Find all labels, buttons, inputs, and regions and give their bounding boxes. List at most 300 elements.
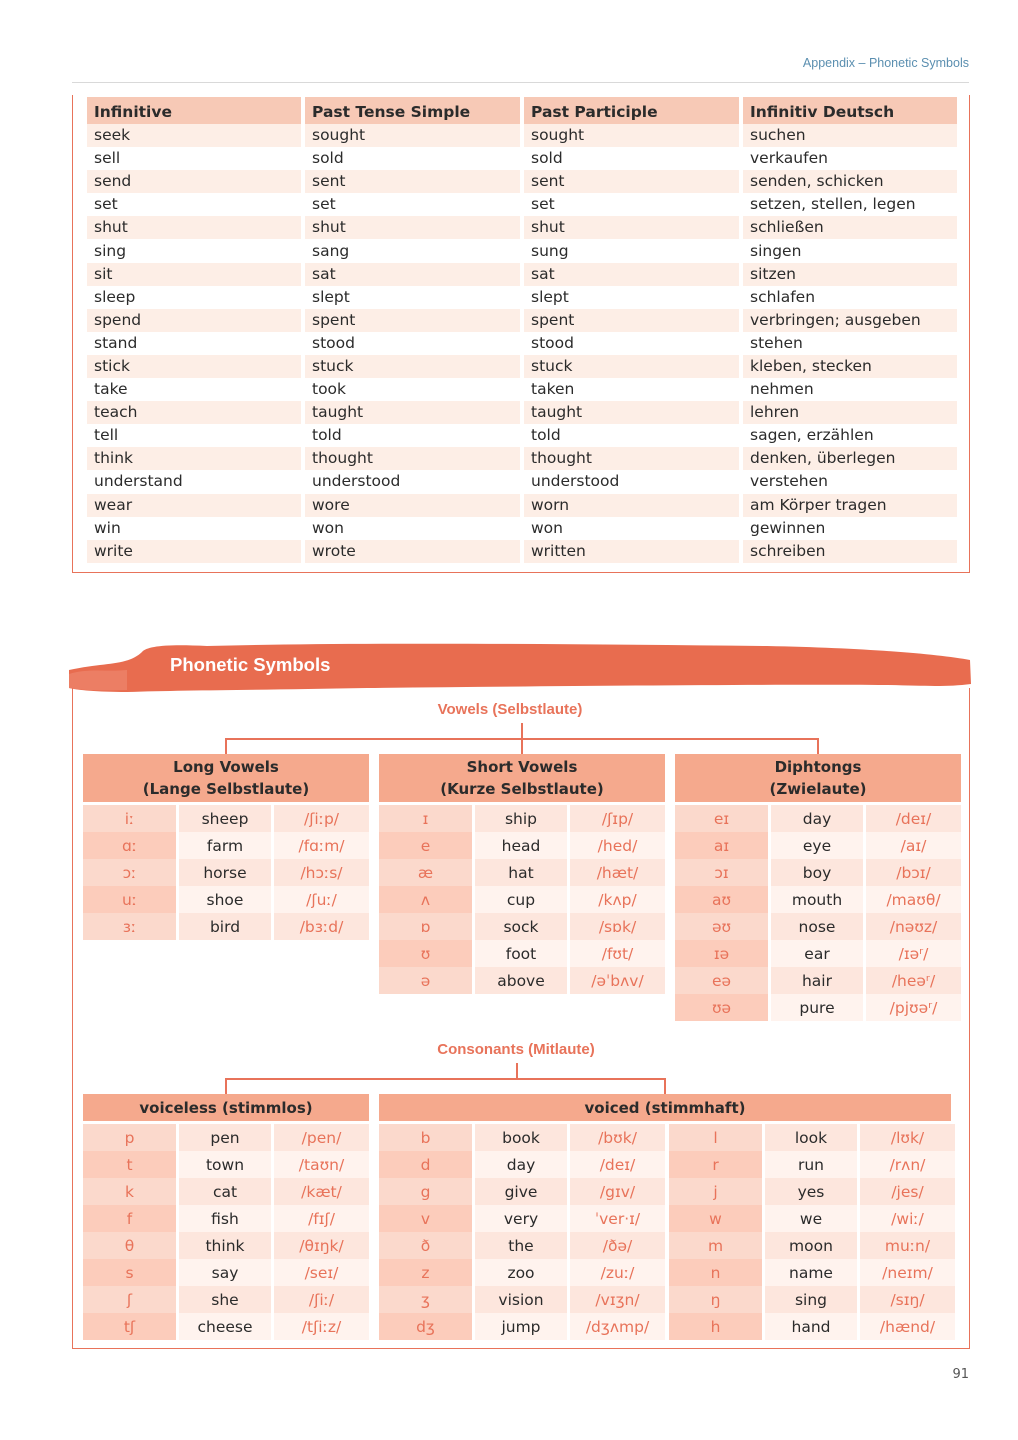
symbol-row bbox=[379, 1178, 665, 1205]
example-word: say bbox=[179, 1259, 271, 1286]
transcription: /deɪ/ bbox=[570, 1151, 665, 1178]
example-word: run bbox=[765, 1151, 857, 1178]
connector bbox=[225, 1078, 227, 1094]
table-cell: shut bbox=[305, 216, 520, 239]
transcription: /hænd/ bbox=[860, 1313, 955, 1340]
transcription: /tʃiːz/ bbox=[274, 1313, 369, 1340]
transcription: /fʊt/ bbox=[570, 940, 665, 967]
table-cell: won bbox=[305, 517, 520, 540]
transcription: /əˈbʌv/ bbox=[570, 967, 665, 994]
symbol-row bbox=[83, 1124, 369, 1151]
table-cell: won bbox=[524, 517, 739, 540]
phonetic-symbol: m bbox=[669, 1232, 762, 1259]
voiceless-table bbox=[83, 1094, 369, 1340]
table-cell: sold bbox=[305, 147, 520, 170]
transcription: /dʒʌmp/ bbox=[570, 1313, 665, 1340]
table-heading: Short Vowels (Kurze Selbstlaute) bbox=[379, 754, 665, 802]
example-word: cup bbox=[475, 886, 567, 913]
table-cell: schließen bbox=[743, 216, 957, 239]
symbol-row bbox=[379, 1124, 665, 1151]
vowels-label: Vowels (Selbstlaute) bbox=[437, 701, 583, 718]
symbol-row bbox=[83, 913, 369, 940]
table-cell: senden, schicken bbox=[743, 170, 957, 193]
example-word: horse bbox=[179, 859, 271, 886]
example-word: very bbox=[475, 1205, 567, 1232]
phonetic-symbol: ɜː bbox=[83, 913, 176, 940]
table-cell: nehmen bbox=[743, 378, 957, 401]
transcription: /kæt/ bbox=[274, 1178, 369, 1205]
table-cell: lehren bbox=[743, 401, 957, 424]
phonetic-symbol: ə bbox=[379, 967, 472, 994]
transcription: /kʌp/ bbox=[570, 886, 665, 913]
transcription: /hæt/ bbox=[570, 859, 665, 886]
example-word: day bbox=[771, 805, 863, 832]
table-row bbox=[87, 424, 957, 447]
phonetic-symbol: h bbox=[669, 1313, 762, 1340]
table-cell: set bbox=[524, 193, 739, 216]
symbol-row bbox=[83, 1259, 369, 1286]
table-row bbox=[87, 470, 957, 493]
table-heading: voiced (stimmhaft) bbox=[379, 1094, 951, 1121]
table-row bbox=[87, 193, 957, 216]
transcription: /sɒk/ bbox=[570, 913, 665, 940]
transcription: /deɪ/ bbox=[866, 805, 961, 832]
example-word: hat bbox=[475, 859, 567, 886]
symbol-row bbox=[379, 805, 665, 832]
phonetic-symbol: p bbox=[83, 1124, 176, 1151]
example-word: we bbox=[765, 1205, 857, 1232]
short-vowels-table bbox=[379, 754, 665, 994]
transcription: /wiː/ bbox=[860, 1205, 955, 1232]
phonetic-symbol: aɪ bbox=[675, 832, 768, 859]
table-cell: think bbox=[87, 447, 301, 470]
symbol-row bbox=[379, 1286, 665, 1313]
symbol-row bbox=[83, 1232, 369, 1259]
phonetic-symbol: v bbox=[379, 1205, 472, 1232]
phonetic-symbol: ŋ bbox=[669, 1286, 762, 1313]
transcription: /maʊθ/ bbox=[866, 886, 961, 913]
symbol-row bbox=[669, 1313, 955, 1340]
transcription: /lʊk/ bbox=[860, 1124, 955, 1151]
transcription: /taʊn/ bbox=[274, 1151, 369, 1178]
transcription: /ʃiː/ bbox=[274, 1286, 369, 1313]
symbol-row bbox=[669, 1232, 955, 1259]
transcription: /bɔɪ/ bbox=[866, 859, 961, 886]
phonetic-symbol: s bbox=[83, 1259, 176, 1286]
running-header: Appendix – Phonetic Symbols bbox=[802, 56, 969, 70]
column-header: Past Participle bbox=[524, 97, 739, 124]
table-cell: tell bbox=[87, 424, 301, 447]
phonetic-symbol: eɪ bbox=[675, 805, 768, 832]
example-word: she bbox=[179, 1286, 271, 1313]
transcription: /aɪ/ bbox=[866, 832, 961, 859]
phonetic-symbol: ɪ bbox=[379, 805, 472, 832]
connector bbox=[664, 1078, 666, 1094]
phonetic-symbol: ʊə bbox=[675, 994, 768, 1021]
phonetic-symbol: w bbox=[669, 1205, 762, 1232]
table-cell: sold bbox=[524, 147, 739, 170]
table-cell: send bbox=[87, 170, 301, 193]
symbol-row bbox=[83, 832, 369, 859]
symbol-row bbox=[669, 1286, 955, 1313]
column-header: Infinitive bbox=[87, 97, 301, 124]
transcription: /seɪ/ bbox=[274, 1259, 369, 1286]
phonetic-symbol: n bbox=[669, 1259, 762, 1286]
symbol-row bbox=[669, 1259, 955, 1286]
phonetic-symbol: ʃ bbox=[83, 1286, 176, 1313]
example-word: hair bbox=[771, 967, 863, 994]
transcription: /fɑːm/ bbox=[274, 832, 369, 859]
symbol-row bbox=[379, 913, 665, 940]
transcription: /ðə/ bbox=[570, 1232, 665, 1259]
phonetic-symbol: tʃ bbox=[83, 1313, 176, 1340]
symbol-row bbox=[83, 1205, 369, 1232]
table-cell: stood bbox=[305, 332, 520, 355]
phonetic-symbol: d bbox=[379, 1151, 472, 1178]
example-word: cat bbox=[179, 1178, 271, 1205]
example-word: pure bbox=[771, 994, 863, 1021]
voiced-table bbox=[379, 1094, 951, 1340]
transcription: ˈver·ɪ/ bbox=[570, 1205, 665, 1232]
example-word: sing bbox=[765, 1286, 857, 1313]
table-cell: understand bbox=[87, 470, 301, 493]
transcription: /fɪʃ/ bbox=[274, 1205, 369, 1232]
symbol-row bbox=[669, 1124, 955, 1151]
symbol-row bbox=[83, 1151, 369, 1178]
table-heading: voiceless (stimmlos) bbox=[83, 1094, 369, 1121]
phonetic-symbol: θ bbox=[83, 1232, 176, 1259]
table-cell: sitzen bbox=[743, 263, 957, 286]
phonetic-symbol: e bbox=[379, 832, 472, 859]
example-word: head bbox=[475, 832, 567, 859]
table-cell: singen bbox=[743, 239, 957, 262]
table-row bbox=[87, 263, 957, 286]
long-vowels-table bbox=[83, 754, 369, 940]
phonetic-symbol: iː bbox=[83, 805, 176, 832]
transcription: /bɜːd/ bbox=[274, 913, 369, 940]
symbol-row bbox=[675, 832, 961, 859]
example-word: cheese bbox=[179, 1313, 271, 1340]
table-cell: write bbox=[87, 540, 301, 563]
table-cell: stood bbox=[524, 332, 739, 355]
page-number: 91 bbox=[952, 1367, 969, 1382]
table-cell: sleep bbox=[87, 286, 301, 309]
transcription: /zuː/ bbox=[570, 1259, 665, 1286]
example-word: ship bbox=[475, 805, 567, 832]
table-row bbox=[87, 309, 957, 332]
table-row bbox=[87, 286, 957, 309]
symbol-row bbox=[83, 886, 369, 913]
table-cell: taught bbox=[305, 401, 520, 424]
phonetic-symbol: g bbox=[379, 1178, 472, 1205]
example-word: nose bbox=[771, 913, 863, 940]
phonetic-symbol: ɒ bbox=[379, 913, 472, 940]
symbol-row bbox=[379, 967, 665, 994]
example-word: think bbox=[179, 1232, 271, 1259]
table-cell: kleben, stecken bbox=[743, 355, 957, 378]
transcription: /sɪŋ/ bbox=[860, 1286, 955, 1313]
example-word: zoo bbox=[475, 1259, 567, 1286]
transcription: /hɔːs/ bbox=[274, 859, 369, 886]
phonetic-symbol: b bbox=[379, 1124, 472, 1151]
example-word: hand bbox=[765, 1313, 857, 1340]
section-title: Phonetic Symbols bbox=[170, 654, 331, 675]
example-word: look bbox=[765, 1124, 857, 1151]
example-word: above bbox=[475, 967, 567, 994]
example-word: foot bbox=[475, 940, 567, 967]
table-cell: spend bbox=[87, 309, 301, 332]
symbol-row bbox=[83, 1286, 369, 1313]
table-row bbox=[87, 378, 957, 401]
transcription: /jes/ bbox=[860, 1178, 955, 1205]
table-row bbox=[87, 147, 957, 170]
table-cell: verstehen bbox=[743, 470, 957, 493]
table-cell: sit bbox=[87, 263, 301, 286]
connector bbox=[521, 723, 523, 739]
symbol-row bbox=[675, 886, 961, 913]
example-word: ear bbox=[771, 940, 863, 967]
phonetic-symbol: f bbox=[83, 1205, 176, 1232]
symbol-row bbox=[379, 940, 665, 967]
table-cell: took bbox=[305, 378, 520, 401]
symbol-row bbox=[83, 859, 369, 886]
example-word: day bbox=[475, 1151, 567, 1178]
column-header: Past Tense Simple bbox=[305, 97, 520, 124]
table-cell: stuck bbox=[524, 355, 739, 378]
connector bbox=[521, 738, 523, 754]
symbol-row bbox=[669, 1205, 955, 1232]
symbol-row bbox=[379, 832, 665, 859]
phonetic-symbol: k bbox=[83, 1178, 176, 1205]
table-cell: sat bbox=[524, 263, 739, 286]
example-word: give bbox=[475, 1178, 567, 1205]
phonetic-symbol: ɔɪ bbox=[675, 859, 768, 886]
table-row bbox=[87, 494, 957, 517]
table-cell: wrote bbox=[305, 540, 520, 563]
transcription: /ʃiːp/ bbox=[274, 805, 369, 832]
table-cell: spent bbox=[305, 309, 520, 332]
table-cell: schlafen bbox=[743, 286, 957, 309]
table-cell: wore bbox=[305, 494, 520, 517]
symbol-row bbox=[379, 859, 665, 886]
symbol-row bbox=[675, 805, 961, 832]
symbol-row bbox=[675, 967, 961, 994]
table-cell: stuck bbox=[305, 355, 520, 378]
phonetic-symbol: əʊ bbox=[675, 913, 768, 940]
table-cell: setzen, stellen, legen bbox=[743, 193, 957, 216]
phonetic-symbol: ʌ bbox=[379, 886, 472, 913]
table-row bbox=[87, 124, 957, 147]
diphtongs-table bbox=[675, 754, 961, 1021]
table-cell: sang bbox=[305, 239, 520, 262]
table-cell: slept bbox=[305, 286, 520, 309]
table-cell: taught bbox=[524, 401, 739, 424]
symbol-row bbox=[83, 805, 369, 832]
table-cell: thought bbox=[305, 447, 520, 470]
table-cell: taken bbox=[524, 378, 739, 401]
table-cell: stand bbox=[87, 332, 301, 355]
symbol-row bbox=[675, 940, 961, 967]
table-cell: sung bbox=[524, 239, 739, 262]
table-row bbox=[87, 517, 957, 540]
table-cell: told bbox=[524, 424, 739, 447]
table-cell: stick bbox=[87, 355, 301, 378]
table-cell: seek bbox=[87, 124, 301, 147]
table-row bbox=[87, 170, 957, 193]
phonetic-symbol: ʊ bbox=[379, 940, 472, 967]
phonetic-symbol: r bbox=[669, 1151, 762, 1178]
table-cell: sought bbox=[524, 124, 739, 147]
symbol-row bbox=[83, 1313, 369, 1340]
symbol-row bbox=[669, 1151, 955, 1178]
example-word: jump bbox=[475, 1313, 567, 1340]
table-cell: worn bbox=[524, 494, 739, 517]
table-cell: am Körper tragen bbox=[743, 494, 957, 517]
table-cell: win bbox=[87, 517, 301, 540]
column-header: Infinitiv Deutsch bbox=[743, 97, 957, 124]
table-cell: set bbox=[305, 193, 520, 216]
transcription: /pjʊəʳ/ bbox=[866, 994, 961, 1021]
example-word: town bbox=[179, 1151, 271, 1178]
header-rule bbox=[72, 82, 969, 83]
transcription: /ʃuː/ bbox=[274, 886, 369, 913]
table-cell: set bbox=[87, 193, 301, 216]
phonetic-symbol: eə bbox=[675, 967, 768, 994]
example-word: shoe bbox=[179, 886, 271, 913]
example-word: moon bbox=[765, 1232, 857, 1259]
table-cell: sat bbox=[305, 263, 520, 286]
phonetic-symbol: aʊ bbox=[675, 886, 768, 913]
symbol-row bbox=[669, 1178, 955, 1205]
example-word: boy bbox=[771, 859, 863, 886]
symbol-row bbox=[379, 1313, 665, 1340]
connector bbox=[225, 1078, 665, 1080]
transcription: /heəʳ/ bbox=[866, 967, 961, 994]
phonetic-symbol: æ bbox=[379, 859, 472, 886]
transcription: /ʃɪp/ bbox=[570, 805, 665, 832]
example-word: pen bbox=[179, 1124, 271, 1151]
phonetic-symbol: ɔː bbox=[83, 859, 176, 886]
example-word: name bbox=[765, 1259, 857, 1286]
table-cell: slept bbox=[524, 286, 739, 309]
phonetic-symbol: j bbox=[669, 1178, 762, 1205]
example-word: mouth bbox=[771, 886, 863, 913]
example-word: farm bbox=[179, 832, 271, 859]
table-cell: denken, überlegen bbox=[743, 447, 957, 470]
transcription: /vɪʒn/ bbox=[570, 1286, 665, 1313]
table-cell: schreiben bbox=[743, 540, 957, 563]
table-row bbox=[87, 216, 957, 239]
phonetic-symbol: ð bbox=[379, 1232, 472, 1259]
example-word: book bbox=[475, 1124, 567, 1151]
symbol-row bbox=[675, 994, 961, 1021]
transcription: /hed/ bbox=[570, 832, 665, 859]
example-word: sock bbox=[475, 913, 567, 940]
table-cell: shut bbox=[524, 216, 739, 239]
table-cell: told bbox=[305, 424, 520, 447]
verb-table-frame bbox=[72, 95, 970, 573]
example-word: eye bbox=[771, 832, 863, 859]
table-cell: sell bbox=[87, 147, 301, 170]
connector bbox=[817, 738, 819, 754]
table-cell: stehen bbox=[743, 332, 957, 355]
table-cell: written bbox=[524, 540, 739, 563]
symbol-row bbox=[83, 1178, 369, 1205]
table-cell: suchen bbox=[743, 124, 957, 147]
transcription: muːn/ bbox=[860, 1232, 955, 1259]
phonetic-symbol: uː bbox=[83, 886, 176, 913]
table-cell: thought bbox=[524, 447, 739, 470]
table-cell: sent bbox=[524, 170, 739, 193]
transcription: /pen/ bbox=[274, 1124, 369, 1151]
table-cell: understood bbox=[305, 470, 520, 493]
table-cell: sent bbox=[305, 170, 520, 193]
table-cell: sing bbox=[87, 239, 301, 262]
symbol-row bbox=[379, 1259, 665, 1286]
table-cell: verbringen; ausgeben bbox=[743, 309, 957, 332]
example-word: yes bbox=[765, 1178, 857, 1205]
table-cell: sagen, erzählen bbox=[743, 424, 957, 447]
table-cell: wear bbox=[87, 494, 301, 517]
symbol-row bbox=[675, 913, 961, 940]
phonetic-symbol: ʒ bbox=[379, 1286, 472, 1313]
transcription: /gɪv/ bbox=[570, 1178, 665, 1205]
table-cell: spent bbox=[524, 309, 739, 332]
table-cell: verkaufen bbox=[743, 147, 957, 170]
irregular-verbs-table bbox=[83, 97, 961, 563]
example-word: vision bbox=[475, 1286, 567, 1313]
consonants-label: Consonants (Mitlaute) bbox=[437, 1041, 595, 1058]
example-word: fish bbox=[179, 1205, 271, 1232]
symbol-row bbox=[379, 1232, 665, 1259]
connector bbox=[516, 1063, 518, 1079]
table-row bbox=[87, 401, 957, 424]
table-cell: shut bbox=[87, 216, 301, 239]
table-row bbox=[87, 355, 957, 378]
transcription: /nəʊz/ bbox=[866, 913, 961, 940]
symbol-row bbox=[379, 1205, 665, 1232]
example-word: the bbox=[475, 1232, 567, 1259]
table-heading: Long Vowels (Lange Selbstlaute) bbox=[83, 754, 369, 802]
transcription: /neɪm/ bbox=[860, 1259, 955, 1286]
table-cell: understood bbox=[524, 470, 739, 493]
table-cell: take bbox=[87, 378, 301, 401]
transcription: /bʊk/ bbox=[570, 1124, 665, 1151]
table-row bbox=[87, 239, 957, 262]
symbol-row bbox=[379, 886, 665, 913]
example-word: bird bbox=[179, 913, 271, 940]
phonetic-symbol: ɑː bbox=[83, 832, 176, 859]
connector bbox=[225, 738, 227, 754]
table-heading: Diphtongs (Zwielaute) bbox=[675, 754, 961, 802]
phonetic-symbol: z bbox=[379, 1259, 472, 1286]
phonetic-symbol: ɪə bbox=[675, 940, 768, 967]
example-word: sheep bbox=[179, 805, 271, 832]
table-cell: gewinnen bbox=[743, 517, 957, 540]
table-cell: teach bbox=[87, 401, 301, 424]
symbol-row bbox=[675, 859, 961, 886]
phonetic-symbol: dʒ bbox=[379, 1313, 472, 1340]
transcription: /rʌn/ bbox=[860, 1151, 955, 1178]
table-row bbox=[87, 332, 957, 355]
phonetic-symbol: t bbox=[83, 1151, 176, 1178]
transcription: /ɪəʳ/ bbox=[866, 940, 961, 967]
symbol-row bbox=[379, 1151, 665, 1178]
transcription: /θɪŋk/ bbox=[274, 1232, 369, 1259]
table-cell: sought bbox=[305, 124, 520, 147]
phonetic-symbol: l bbox=[669, 1124, 762, 1151]
table-row bbox=[87, 447, 957, 470]
